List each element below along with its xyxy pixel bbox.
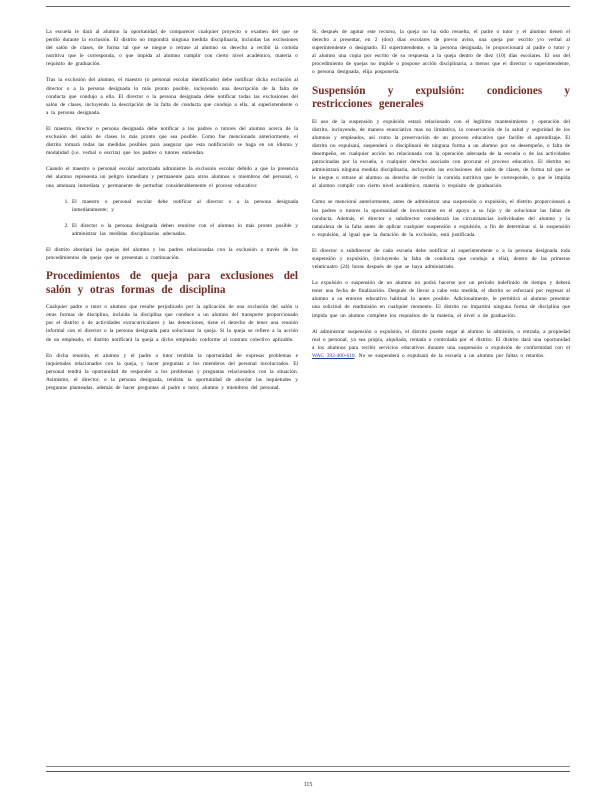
- list-item: 2. El director o la persona designada deben reunirse con el alumno lo más pronto posible y administrar las medidas disciplinarias adecuadas.: [72, 222, 298, 238]
- paragraph: [312, 328, 570, 360]
- paragraph: Cuando el maestro o personal escolar autorizado administre la exclusión escolar debido a que la presencia del alumno representa un peligro inmediato y permanente para otros alumnos o miembros del personal, o una amenaza inmediata y permanente de perturbar considerablemente el proceso educativo:: [46, 166, 298, 189]
- paragraph: El uso de la suspensión y expulsión estará relacionado con el legítimo mantenimiento y operación del distrito, incluyendo, de manera enunciativa mas no limitativa, la conservación de la salud y seguridad de los alumnos y empleados, así como la preservación de un proceso educativo que facilite el aprendizaje. El distrito no expulsará, suspenderá o disciplinará de ninguna forma a un alumno por su desempeño, o falta de desempeño, en cualquier acción no relacionada con la operación adecuada de la escuela o de las actividades patrocinadas por la escuela, o cualquier derecho asociado con procurar el proceso educativo. El distrito no administrará ninguna medida disciplinaria, incluyendo las exclusiones del salón de clases, de forma tal que se le niegue o retrase al alumno su derecho de recibir la comida nutritiva que le corresponde, o que le impida al alumno cumplir con cierto nivel académico, materia o requisito de graduación.: [312, 118, 570, 190]
- top-rule: [46, 6, 570, 7]
- footer-rule: [46, 766, 570, 767]
- paragraph: El maestro, director o persona designada debe notificar a los padres o tutores del alumno acerca de la exclusión del salón de clases lo más pronto que sea posible. Como fue mencionado anteriormente, el distrito tomará todas las medidas posibles para asegurar que esta notificación se haga en un idioma y modalidad (i.e. verbal o escrita) que los padres o tutores entiendan.: [46, 125, 298, 157]
- paragraph-text: . No se suspenderá o expulsará de la escuela a un alumno por faltas o retardos.: [354, 352, 545, 359]
- paragraph: Como se mencionó anteriormente, antes de administrar una suspensión o expulsión, el distrito proporcionará a los padres o tutores la oportunidad de involucrarse en el apoyo a su hijo y de solucionar las faltas de conducta. Además, el director o subdirector considerará las circunstancias individuales del alumno y la naturaleza de la falta antes de aplicar cualquier suspensión o expulsión, a fin de determinar si la suspensión o expulsión, al igual que la duración de la exclusión, está justificada.: [312, 199, 570, 238]
- paragraph: Cualquier padre o tutor o alumno que resulte perjudicado por la aplicación de una exclusión del salón u otras formas de disciplina, incluida la disciplina que conduce a un alumno del transporte proporcionado por el distrito o de actividades extracurriculares y las detenciones, tiene el derecho de tener una reunión informal con el director o la persona designada para solucionar la queja. Si la queja se refiere a la acción de un empleado, el distrito notificará la queja a dicho empleado conforme al contrato colectivo aplicable.: [46, 304, 298, 343]
- footer-rule: [46, 771, 570, 772]
- numbered-list: [46, 198, 298, 238]
- paragraph: El distrito abordará las quejas del alumno y los padres relacionadas con la exclusión a través de los procedimientos de queja que se presentan a continuación.: [46, 246, 298, 262]
- paragraph: Tras la exclusión del alumno, el maestro (o personal escolar identificado) debe notificar dicha exclusión al director o a la persona designada lo más pronto posible, incluyendo una descripción de la falta de conducta que condujo a ella. El director o la persona designada debe notificar todas las exclusiones del salón de clases, incluyendo la descripción de la falta de conducta que condujo a ella, al superintendente o a la persona designada.: [46, 77, 298, 116]
- list-item: 1. El maestro o personal escolar debe notificar al director o a la persona designada inmediatamente; y: [72, 198, 298, 214]
- wac-link[interactable]: WAC 392-400-610: [312, 352, 355, 359]
- paragraph: En dicha reunión, el alumno y el padre o tutor tendrán la oportunidad de expresar problemas e inquietudes relacionados con la queja, y hacer preguntas a los miembros del personal involucrados. El personal tendrá la oportunidad de responder a los problemas y preguntas relacionados con la situación. Asimismo, el director, o la persona designada, tendrán la oportunidad de abordar las inquietudes y preguntas planteadas, además de hacer preguntas al padre o tutor, alumno y miembros del personal.: [46, 352, 298, 391]
- footer-rules: [46, 766, 570, 772]
- page-number: 115: [303, 782, 313, 788]
- right-column: [312, 28, 570, 368]
- paragraph-text: Al administrar suspensión o expulsión, el distrito puede negar al alumno la admisión, o entrada, a propiedad real o personal, ya sea propia, alquilada, rentada o controlada por el distrito. El distrito dará una oportunidad a los alumnos para recibir servicios educativos durante una suspensión o expulsión de conformidad con el: [312, 328, 570, 351]
- paragraph: El director o subdirector de cada escuela debe notificar al superintendente o a la persona designada toda suspensión y expulsión, (incluyendo la falta de conducta que condujo a ella), dentro de las primeras veinticuatro (24) horas después de que se haya administrado.: [312, 247, 570, 271]
- section-heading: Suspensión y expulsión: condiciones y restricciones generales: [312, 84, 570, 111]
- paragraph: La escuela le dará al alumno la oportunidad de comparecer cualquier proyecto o examen del que se perdió durante la exclusión. El distrito no impondrá ninguna medida disciplinaria, incluidas las exclusiones del salón de clases, de forma tal que se niegue o retrase al alumno su derecho a recibir la comida nutritiva que le corresponda, o que impida al alumno cumplir con cierto nivel académico, materia o requisito de graduación.: [46, 29, 298, 68]
- left-column: [46, 28, 298, 400]
- section-heading: Procedimientos de queja para exclusiones del salón y otras formas de disciplina: [46, 270, 298, 296]
- paragraph: La expulsión o suspensión de un alumno no podrá hacerse por un periodo indefinido de tiempo y deberá tener una fecha de finalización. Después de llevar a cabo esta medida, el distrito se esforzará por regresar al alumno a su entorno educativo habitual lo antes posible. Adicionalmente, le permitirá al alumno presentar una solicitud de readmisión en cualquier momento. El distrito no impartirá ninguna forma de disciplina que impida que un alumno complete los requisitos de la materia, el nivel o de graduación.: [312, 280, 570, 319]
- paragraph: Si, después de agotar este recurso, la queja no ha sido resuelta, el padre o tutor y el alumno tienen el derecho a presentar, en 2 (dos) días escolares de previo aviso, una queja por escrito y/o verbal al superintendente o designado. El superintendente, o la persona designada, le proporcionará al padre o tutor y al alumno una copia por escrito de su respuesta a la queja dentro de diez (10) días escolares. El uso del procedimiento de quejas no impide o pospone acción disciplinaria, a menos que el director o superintendente, o persona designada, elija posponerla.: [312, 29, 570, 76]
